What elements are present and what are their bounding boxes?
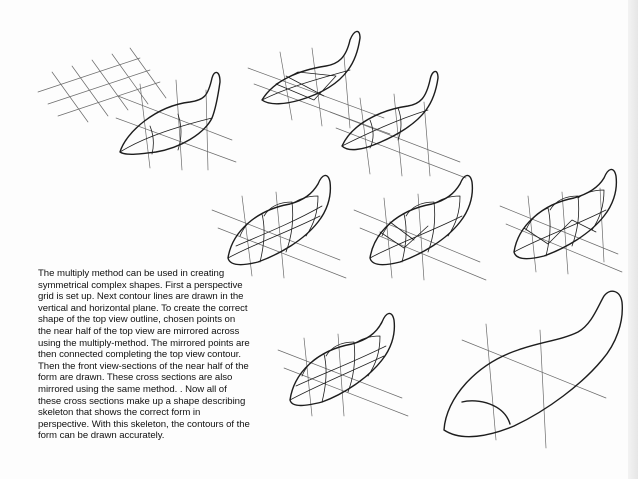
sketch-step-4-top-contour [330,71,466,178]
caption-text: The multiply method can be used in creating symmetrical complex shapes. First a perspective grid is set up. Next contour lines are drawn in the vertical and horizontal plane. To create the correct shape of the top view outline, chosen points on the near half of the top view are mirrored across using the multiply-method. The mirrored points are then connected completing the top view contour. Then the front view-sections of the near half of the form are drawn. These cross sections are also mirrored using the same method. . Now all of these cross sections make up a shape describing skeleton that shows the correct form in perspective. With this skeleton, the contours of the form can be drawn accurately. [38,268,250,442]
sketch-step-6-mirrored-sections [354,175,486,280]
sketch-step-8-wireframe [278,313,408,416]
sketch-step-7-skeleton [500,169,622,274]
sketch-step-9-final [444,291,622,448]
sketch-step-2-contours [116,72,236,170]
sketch-step-1-grid [38,48,166,122]
sketch-step-5-sections [212,175,346,278]
